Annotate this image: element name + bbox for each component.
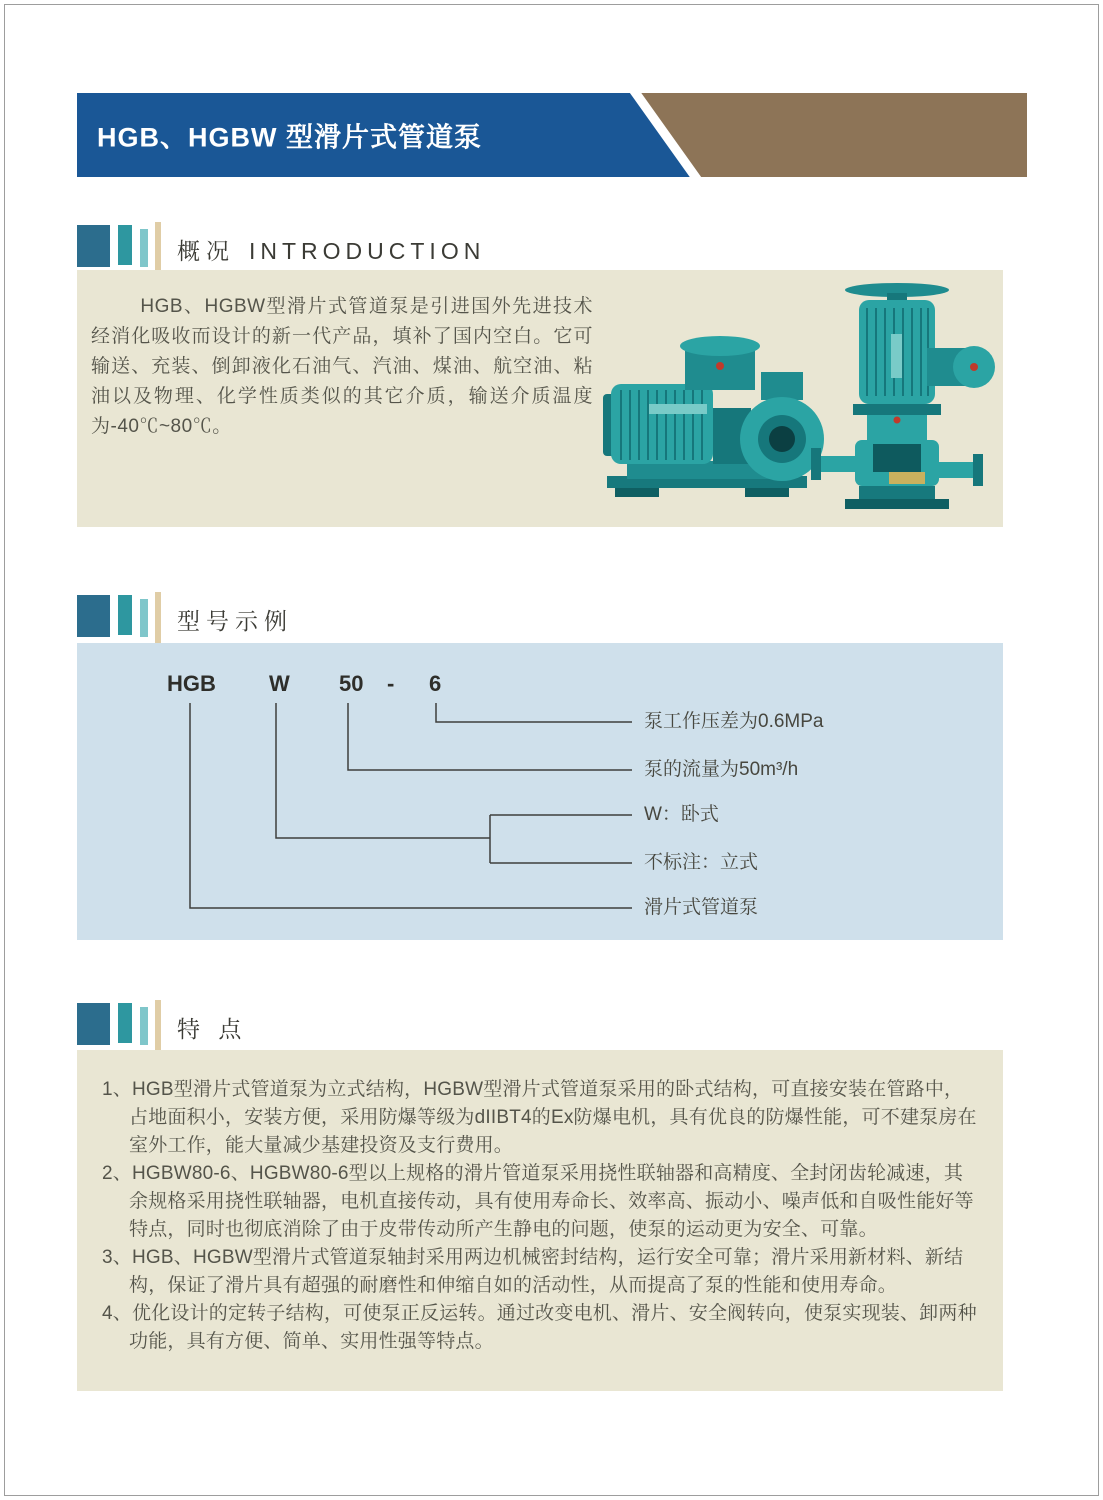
- junction-cap: [680, 336, 760, 356]
- left-flange: [811, 448, 821, 480]
- section-title-zh: 概况: [177, 238, 235, 264]
- deco-bar-tan-icon: [155, 222, 161, 275]
- motor-body: [611, 384, 713, 464]
- mount-flange: [853, 404, 941, 415]
- deco-square-dark-icon: [77, 595, 110, 637]
- feature-item-1: 1、HGB型滑片式管道泵为立式结构，HGBW型滑片式管道泵采用的卧式结构，可直接安装在管路中，占地面积小，安装方便，采用防爆等级为dIIBT4的Ex防爆电机，具有优良的防爆性能，可不建泵房在室外工作，能大量减少基建投资及支行费用。: [102, 1079, 977, 1156]
- features-panel: [77, 1050, 1003, 1391]
- code-orientation: W: [269, 671, 290, 696]
- motor-label: [891, 334, 902, 378]
- base-plate: [845, 499, 949, 509]
- pump-foot: [745, 488, 789, 497]
- deco-square-dark-icon: [77, 1003, 110, 1045]
- deco-square-dark-icon: [77, 225, 110, 267]
- motor-label: [649, 404, 707, 414]
- right-pipe: [939, 462, 973, 478]
- left-pipe: [821, 456, 855, 472]
- nameplate: [889, 472, 925, 484]
- code-label-flow: 泵的流量为50m³/h: [644, 759, 799, 780]
- horizontal-pump-photo: [603, 336, 824, 497]
- red-badge: [894, 417, 901, 424]
- feature-item-2: 2、HGBW80-6、HGBW80-6型以上规格的滑片管道泵采用挠性联轴器和高精度、全封闭齿轮减速，其余规格采用挠性联轴器，电机直接传动，具有使用寿命长、效率高、振动小、噪声低和自吸性能好等特点，同时也彻底消除了由于皮带传动所产生静电的问题，使泵的运动更为安全、可靠。: [102, 1163, 974, 1240]
- deco-bar-tan-icon: [155, 1000, 161, 1053]
- red-badge: [716, 362, 724, 370]
- vertical-pump-photo: [811, 283, 995, 509]
- code-dash: -: [387, 671, 395, 696]
- page-title: HGB、HGBW 型滑片式管道泵: [97, 122, 482, 153]
- volute-window: [873, 444, 921, 472]
- intro-paragraph: HGB、HGBW型滑片式管道泵是引进国外先进技术经消化吸收而设计的新一代产品，填补了国内空白。它可输送、充装、倒卸液化石油气、汽油、煤油、航空油、粘油以及物理、化学性质类似的其它介质，输送介质温度为-40℃~80℃。: [91, 296, 593, 437]
- section-title-features: 特 点: [177, 1016, 248, 1042]
- code-flow: 50: [339, 671, 364, 696]
- code-series: HGB: [167, 671, 216, 696]
- deco-bar-light-icon: [140, 229, 148, 267]
- section-title-model: 型号示例: [177, 608, 293, 634]
- valve-box: [761, 372, 803, 400]
- hood-stem: [887, 293, 907, 301]
- suction-port: [769, 426, 795, 452]
- feature-item-4: 4、优化设计的定转子结构，可使泵正反运转。通过改变电机、滑片、安全阀转向，使泵实现装、卸两种功能，具有方便、简单、实用性强等特点。: [102, 1303, 977, 1352]
- pump-base: [859, 486, 935, 499]
- model-code-panel: [77, 643, 1003, 940]
- features-list: [102, 1076, 980, 1356]
- section-header-model: [77, 592, 777, 646]
- deco-bar-light-icon: [140, 1007, 148, 1045]
- feature-item-3: 3、HGB、HGBW型滑片式管道泵轴封采用两边机械密封结构，运行安全可靠；滑片采用新材料、新结构，保证了滑片具有超强的耐磨性和伸缩自如的活动性，从而提高了泵的性能和使用寿命。: [102, 1247, 964, 1296]
- header-banner: [77, 93, 1027, 177]
- deco-bar-teal-icon: [118, 225, 132, 265]
- deco-bar-teal-icon: [118, 595, 132, 635]
- section-header-intro: [77, 222, 777, 276]
- right-flange: [973, 454, 983, 486]
- red-badge: [970, 363, 978, 371]
- code-connector-lines: [77, 643, 1003, 940]
- code-label-series: 滑片式管道泵: [644, 897, 759, 918]
- code-label-vertical: 不标注：立式: [644, 852, 759, 873]
- deco-bar-tan-icon: [155, 592, 161, 645]
- code-pressure: 6: [429, 671, 442, 696]
- code-label-pressure: 泵工作压差为0.6MPa: [644, 711, 824, 732]
- pumps-photo: [597, 276, 997, 522]
- pump-foot: [615, 488, 659, 497]
- code-label-horizontal: W：卧式: [644, 804, 719, 825]
- deco-bar-light-icon: [140, 599, 148, 637]
- section-title-en: INTRODUCTION: [249, 238, 486, 264]
- deco-bar-teal-icon: [118, 1003, 132, 1043]
- intro-panel: [77, 270, 1003, 527]
- section-header-features: [77, 1000, 777, 1054]
- section-title-intro: [177, 233, 485, 266]
